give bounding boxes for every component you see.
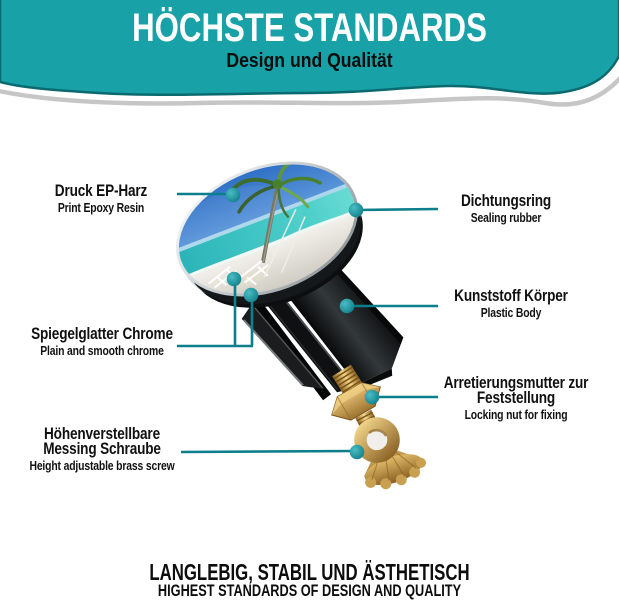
callout-dichtungsring: [418, 193, 594, 225]
callout-kunststoff-koerper: [423, 288, 599, 320]
callout-druck-ep-harz: [13, 183, 189, 215]
callout-en-text: Height adjustable brass screw: [29, 458, 175, 473]
callout-de-text: Kunststoff Körper: [454, 286, 568, 305]
callout-hoehenverstellbare-schraube: [14, 426, 190, 473]
dot-spiegel-b: [244, 288, 259, 303]
callout-de-text-line2: Messing Schraube: [43, 439, 161, 458]
brass-screw-assembly: [325, 365, 430, 496]
dot-kunststoff: [340, 299, 355, 314]
callout-en-text: Sealing rubber: [470, 210, 542, 225]
callout-de-text-line1: Arretierungsmutter zur: [443, 373, 589, 392]
connector-hoehe: [181, 451, 357, 452]
dot-hoehe: [350, 445, 365, 460]
callout-en-text: Print Epoxy Resin: [57, 200, 145, 215]
callout-arretierungsmutter: [428, 375, 604, 422]
callout-de-text: Spiegelglatter Chrome: [31, 324, 173, 343]
callout-de-text: Druck EP-Harz: [54, 181, 148, 200]
callout-en-text: Locking nut for fixing: [464, 407, 568, 422]
callout-de-text-line2: Feststellung: [476, 388, 556, 407]
footer-headline: LANGLEBIG, STABIL UND ÄSTHETISCH: [149, 559, 470, 585]
callout-en-text: Plain and smooth chrome: [40, 343, 164, 358]
dot-spiegel-a: [227, 272, 242, 287]
dot-druck: [226, 188, 241, 203]
banner-subtitle: Design und Qualität: [226, 50, 393, 72]
dot-dichtungsring: [349, 203, 364, 218]
footer-subline: HIGHEST STANDARDS OF DESIGN AND QUALITY: [157, 581, 462, 600]
callout-de-text: Dichtungsring: [460, 191, 552, 210]
banner-title: HÖCHSTE STANDARDS: [132, 6, 487, 50]
dot-arretierung: [365, 390, 380, 405]
callout-de-text-line1: Höhenverstellbare: [44, 424, 160, 443]
callout-en-text: Plastic Body: [480, 305, 542, 320]
callout-spiegelglatter-chrome: [14, 326, 190, 358]
